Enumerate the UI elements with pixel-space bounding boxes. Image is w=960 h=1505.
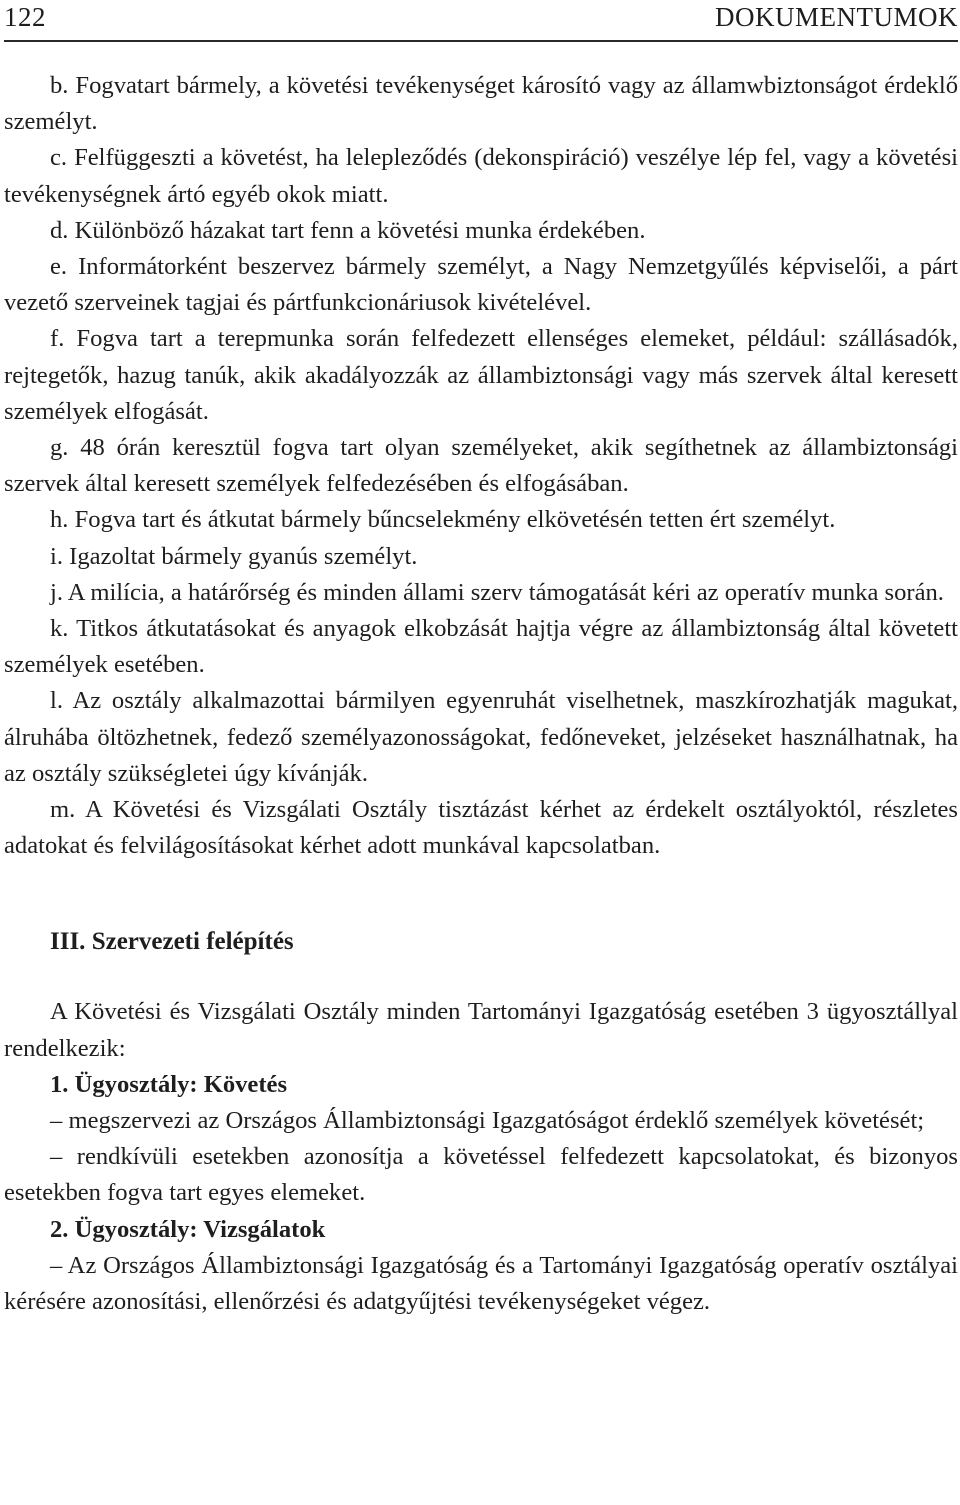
- list-item-label: e.: [50, 253, 68, 281]
- list-item: [4, 430, 958, 502]
- page-number: 122: [4, 2, 46, 32]
- list-item-label: c.: [50, 144, 68, 172]
- list-item: [4, 575, 958, 611]
- unit-heading: [4, 1067, 958, 1103]
- list-item: [4, 611, 958, 683]
- list-item: [4, 68, 958, 140]
- list-item-label: l.: [50, 687, 63, 715]
- list-item-text: A Követési és Vizsgálati Osztály tisztázást kérhet az érdekelt osztályoktól, részletes adatokat és felvilágosításokat kérhet adott munkával kapcsolatban.: [4, 796, 958, 860]
- list-item: [4, 249, 958, 321]
- list-item-text: Fogvatart bármely, a követési tevékenységet károsító vagy az államwbiztonságot érdeklő személyt.: [4, 72, 958, 136]
- list-item-label: d.: [50, 216, 69, 244]
- unit-title: Ügyosztály: Követés: [74, 1070, 288, 1098]
- document-page: [4, 0, 958, 1320]
- list-item-text: Fogva tart és átkutat bármely bűncselekmény elkövetésén tetten ért személyt.: [74, 506, 836, 534]
- unit-point: – rendkívüli esetekben azonosítja a követéssel felfedezett kapcsolatokat, és bizonyos esetekben fogva tart egyes elemeket.: [4, 1143, 958, 1207]
- list-item: [4, 539, 958, 575]
- list-item-text: Igazoltat bármely gyanús személyt.: [69, 542, 418, 570]
- list-item-label: i.: [50, 542, 63, 570]
- list-item-label: k.: [50, 615, 69, 643]
- section-heading: [4, 924, 958, 960]
- list-item-text: Informátorként beszervez bármely személyt, a Nagy Nemzetgyűlés képviselői, a párt vezető szerveinek tagjai és pártfunkcionáriusok kivételével.: [4, 253, 958, 317]
- list-item-label: h.: [50, 506, 69, 534]
- list-item-text: 48 órán keresztül fogva tart olyan személyeket, akik segíthetnek az állambiztonsági szervek által keresett személyek felfedezésében és elfogásában.: [4, 434, 958, 498]
- page-header: [4, 0, 958, 42]
- list-item-label: b.: [50, 72, 69, 99]
- running-section-title: DOKUMENTUMOK: [715, 2, 958, 32]
- list-item: [4, 683, 958, 792]
- list-item-label: m.: [50, 796, 76, 824]
- list-item: [4, 140, 958, 212]
- unit-point: – Az Országos Állambiztonsági Igazgatóság és a Tartományi Igazgatóság operatív osztályai kérésére azonosítási, ellenőrzési és adatgyűjtési tevékenységeket végez.: [4, 1251, 958, 1316]
- list-item-text: Titkos átkutatásokat és anyagok elkobzását hajtja végre az állambiztonság által követett személyek esetében.: [4, 615, 958, 679]
- list-item: [4, 321, 958, 430]
- unit-point: – megszervezi az Országos Állambiztonsági Igazgatóságot érdeklő személyek követését;: [50, 1107, 925, 1135]
- list-item-label: f.: [50, 325, 65, 353]
- list-item: [4, 502, 958, 538]
- list-item-text: Felfüggeszti a követést, ha lelepleződés (dekonspiráció) veszélye lép fel, vagy a követési tevékenységnek ártó egyéb okok miatt.: [4, 144, 958, 208]
- unit-number: 1.: [50, 1070, 69, 1098]
- page-body: [4, 42, 958, 1320]
- section-intro: A Követési és Vizsgálati Osztály minden Tartományi Igazgatóság esetében 3 ügyosztállyal rendelkezik:: [4, 998, 958, 1062]
- list-item-text: A milícia, a határőrség és minden állami szerv támogatását kéri az operatív munka során.: [67, 578, 944, 606]
- list-item-label: j.: [50, 578, 63, 606]
- list-item: [4, 792, 958, 864]
- list-item-label: g.: [50, 434, 69, 462]
- section-title: Szervezeti felépítés: [91, 928, 294, 956]
- unit-number: 2.: [50, 1215, 69, 1243]
- unit-title: Ügyosztály: Vizsgálatok: [74, 1215, 326, 1243]
- list-item-text: Fogva tart a terepmunka során felfedezett ellenséges elemeket, például: szállásadók, rejtegetők, hazug tanúk, akik akadályozzák az állambiztonsági vagy más szervek által keresett személyek elfogását.: [4, 325, 958, 425]
- unit-heading: [4, 1212, 958, 1248]
- list-item-text: Különböző házakat tart fenn a követési munka érdekében.: [74, 216, 646, 244]
- list-item: [4, 213, 958, 249]
- section-number: III.: [50, 928, 86, 956]
- list-item-text: Az osztály alkalmazottai bármilyen egyenruhát viselhetnek, maszkírozhatják magukat, álruhába öltözhetnek, fedező személyazonosságokat, fedőneveket, jelzéseket használhatnak, ha az osztály szükségletei úgy kívánják.: [4, 687, 958, 787]
